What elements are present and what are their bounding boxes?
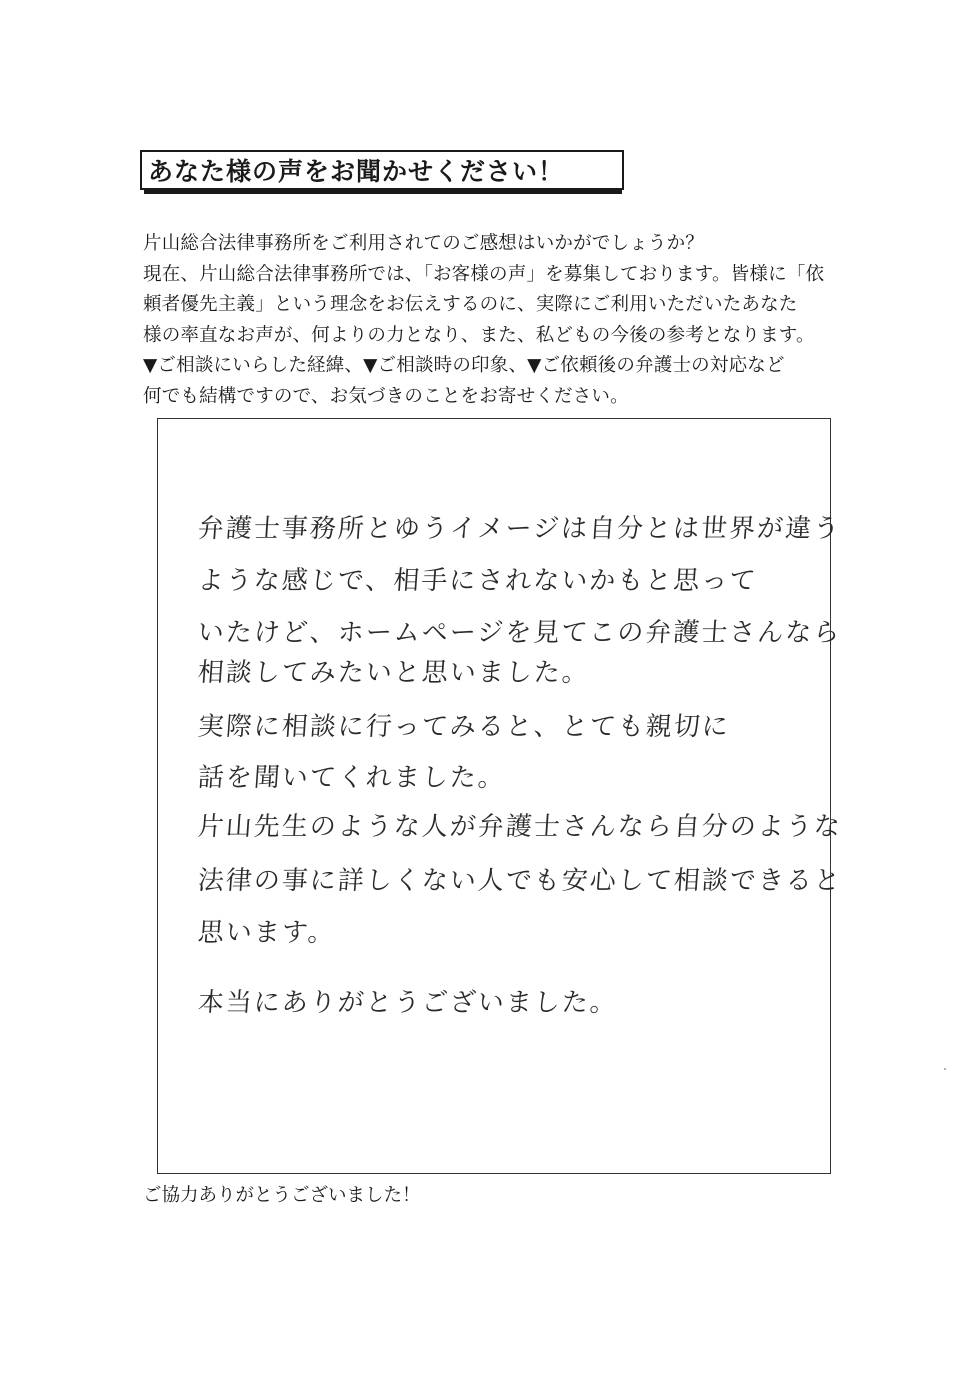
handwritten-line: 相談してみたいと思いました。 <box>196 658 591 688</box>
intro-line: 現在、片山総合法律事務所では、「お客様の声」を募集しております。皆様に「依 <box>143 263 825 285</box>
handwritten-line: 片山先生のような人が弁護士さんなら自分のような <box>196 812 843 842</box>
intro-line: ▼ご相談にいらした経緯、▼ご相談時の印象、▼ご依頼後の弁護士の対応など <box>143 355 785 376</box>
intro-line: 頼者優先主義」という理念をお伝えするのに、実際にご利用いただいたあなた <box>143 294 798 315</box>
handwritten-line: 本当にありがとうございました。 <box>196 988 619 1018</box>
intro-line: 片山総合法律事務所をご利用されてのご感想はいかがでしょうか？ <box>143 233 705 254</box>
handwritten-line: 話を聞いてくれました。 <box>196 763 507 793</box>
handwritten-line: 思います。 <box>196 918 337 948</box>
handwritten-line: ような感じで、相手にされないかもと思って <box>196 566 759 596</box>
title-banner <box>140 150 618 190</box>
handwritten-line: いたけど、ホームページを見てこの弁護士さんなら <box>196 618 843 648</box>
intro-line: 何でも結構ですので、お気づきのことをお寄せください。 <box>143 385 629 407</box>
handwritten-line: 弁護士事務所とゆうイメージは自分とは世界が違う <box>196 514 843 544</box>
page-title: あなた様の声をお聞かせください！ <box>148 157 565 186</box>
intro-line: 様の率直なお声が、何よりの力となり、また、私どもの今後の参考となります。 <box>143 324 815 346</box>
handwritten-line: 実際に相談に行ってみると、とても親切に <box>196 712 731 742</box>
intro-paragraph <box>143 229 863 412</box>
title-banner-box <box>140 150 624 190</box>
handwritten-line: 法律の事に詳しくない人でも安心して相談できると <box>196 866 843 896</box>
scan-speck <box>944 1068 946 1070</box>
footer-thanks: ご協力ありがとうございました！ <box>143 1185 421 1206</box>
